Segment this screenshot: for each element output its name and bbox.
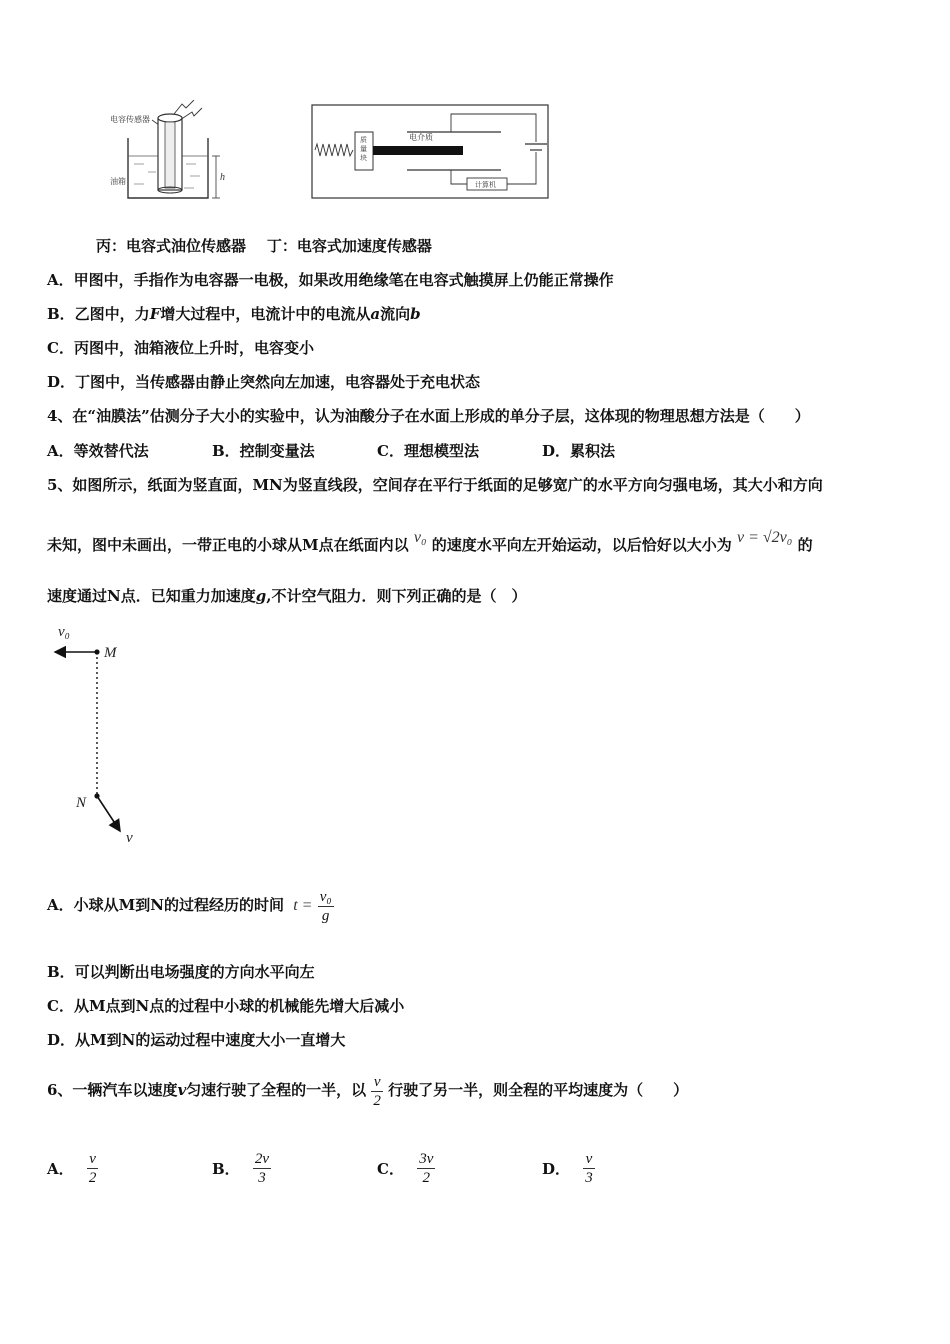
acceleration-sensor-figure bbox=[311, 104, 551, 200]
motion-diagram bbox=[50, 618, 150, 850]
q3-option-a: A．甲图中，手指作为电容器一电极，如果改用绝缘笔在电容式触摸屏上仍能正常操作 bbox=[47, 271, 614, 289]
q5-option-a: A．小球从M到N的过程经历的时间 t = $\frac{\text{v₀}}{g}$ bbox=[47, 888, 332, 924]
q6-option-b: B． $\frac{2v}{3}$ bbox=[212, 1151, 270, 1186]
v-equation: v = √2v₀ bbox=[737, 529, 793, 546]
oil-level-sensor-figure bbox=[108, 100, 238, 205]
m-label: M bbox=[104, 645, 117, 661]
q4-option-d: D．累积法 bbox=[542, 442, 616, 460]
q5-stem-line1: 5、如图所示，纸面为竖直面，MN为竖直线段，空间存在平行于纸面的足够宽广的水平方向匀强电场，其大小和方向 bbox=[47, 476, 823, 494]
q4-stem: 4、在“油膜法”估测分子大小的实验中，认为油酸分子在水面上形成的单分子层，这体现的物理思想方法是（ ） bbox=[47, 407, 810, 425]
oil-tank-label: 油箱 bbox=[110, 177, 126, 186]
q5-stem-line2: 未知，图中未画出，一带正电的小球从M点在纸面内以 v₀ 的速度水平向左开始运动，以后恰好以大小为 v = √2v₀ 的 bbox=[47, 529, 813, 554]
figure-caption: 丙：电容式油位传感器 丁：电容式加速度传感器 bbox=[96, 237, 432, 255]
v0-label: v₀ bbox=[58, 624, 70, 640]
q5-option-c: C．从M点到N点的过程中小球的机械能先增大后减小 bbox=[47, 997, 405, 1015]
q5-option-b: B．可以判断出电场强度的方向水平向左 bbox=[47, 963, 315, 981]
mass-label: 质量块 bbox=[360, 136, 367, 162]
q3-option-b: B．乙图中，力F增大过程中，电流计中的电流从a流向b bbox=[47, 305, 421, 323]
q6-option-d: D． $\frac{v}{3}$ bbox=[542, 1151, 593, 1186]
dielectric-bar bbox=[373, 146, 463, 155]
q4-option-b: B．控制变量法 bbox=[212, 442, 315, 460]
q6-stem: 6、一辆汽车以速度v匀速行驶了全程的一半，以 $\frac{v}{2}$ 行驶了另一半，则全程的平均速度为（ ） bbox=[47, 1073, 689, 1109]
dielectric-label: 电介质 bbox=[409, 133, 433, 142]
q3-option-c: C．丙图中，油箱液位上升时，电容变小 bbox=[47, 339, 314, 357]
q4-option-c: C．理想模型法 bbox=[377, 442, 479, 460]
half-speed-fraction: $\frac{v}{2}$ bbox=[373, 1073, 381, 1109]
v-label: v bbox=[126, 830, 133, 846]
sensor-label: 电容传感器 bbox=[110, 115, 150, 124]
v-arrow bbox=[97, 796, 120, 831]
q5-stem-line3: 速度通过N点．已知重力加速度g,不计空气阻力．则下列正确的是（ ） bbox=[47, 587, 527, 605]
time-fraction: $\frac{\text{v₀}}{g}$ bbox=[319, 888, 332, 924]
q6-option-c: C． $\frac{3v}{2}$ bbox=[377, 1151, 434, 1186]
n-label: N bbox=[76, 795, 87, 811]
v0-symbol: v₀ bbox=[413, 529, 427, 546]
computer-label: 计算机 bbox=[475, 181, 496, 189]
q3-option-d: D．丁图中，当传感器由静止突然向左加速，电容器处于充电状态 bbox=[47, 373, 481, 391]
q6-option-a: A． $\frac{v}{2}$ bbox=[47, 1151, 97, 1186]
q5-option-d: D．从M到N的运动过程中速度大小一直增大 bbox=[47, 1031, 346, 1049]
q4-option-a: A．等效替代法 bbox=[47, 442, 149, 460]
h-label: h bbox=[220, 172, 225, 183]
